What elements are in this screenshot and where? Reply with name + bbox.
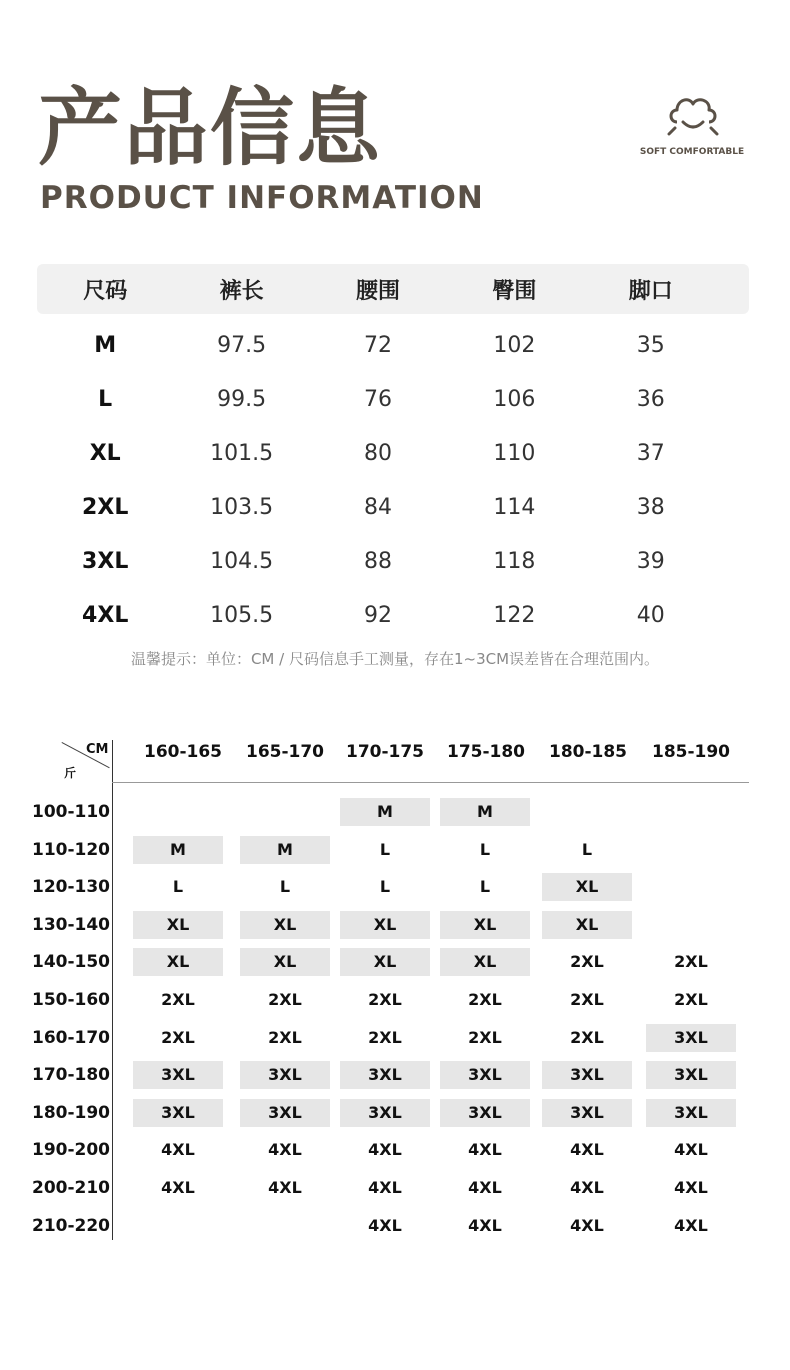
size-recommendation-cell: L	[279, 877, 291, 897]
size-recommendation-cell: 2XL	[161, 990, 195, 1009]
measure-cell: 97.5	[217, 332, 267, 358]
measure-cell: 36	[636, 386, 665, 412]
size-recommendation-cell: 2XL	[674, 952, 708, 972]
size-recommendation-cell: 3XL	[542, 1061, 632, 1089]
corner-jin-label: 斤	[64, 766, 77, 780]
size-recommendation-cell: M	[240, 836, 330, 864]
size-recommendation-cell: 4XL	[570, 1140, 604, 1160]
size-recommendation-cell: 3XL	[646, 1061, 736, 1089]
measure-cell: 76	[363, 386, 392, 412]
measure-cell: 39	[636, 548, 665, 574]
size-recommendation-cell: 3XL	[440, 1061, 530, 1089]
weight-label: 110-120	[31, 839, 111, 860]
size-recommendation-cell: XL	[240, 948, 330, 976]
size-recommendation-cell: 3XL	[646, 1024, 736, 1052]
measure-cell: 37	[636, 440, 665, 466]
weight-label: 150-160	[31, 990, 111, 1010]
size-recommendation-cell: XL	[542, 911, 632, 939]
measure-cell: 35	[636, 332, 665, 358]
size-recommendation-cell: 3XL	[240, 1061, 330, 1089]
size-recommendation-cell: 2XL	[570, 990, 604, 1009]
measure-cell: 106	[493, 386, 536, 412]
measure-cell: 103.5	[210, 494, 274, 520]
size-note: 温馨提示：单位：CM / 尺码信息手工测量，存在1~3CM误差皆在合理范围内。	[130, 650, 660, 668]
size-recommendation-cell: 2XL	[368, 990, 402, 1009]
size-recommendation-cell: 2XL	[368, 1027, 402, 1047]
size-recommendation-cell: 4XL	[468, 1140, 502, 1160]
measure-cell: 105.5	[210, 602, 274, 628]
size-recommendation-cell: M	[340, 798, 430, 826]
measure-cell: 114	[493, 494, 536, 520]
size-cell: M	[94, 332, 117, 358]
size-recommendation-cell: 2XL	[468, 1027, 502, 1047]
size-recommendation-cell: 4XL	[570, 1215, 604, 1235]
size-cell: L	[98, 386, 113, 412]
size-recommendation-cell: L	[479, 877, 491, 897]
weight-label: 170-180	[31, 1065, 111, 1086]
size-recommendation-cell: XL	[133, 948, 223, 976]
size-recommendation-cell: 4XL	[161, 1140, 195, 1160]
size-recommendation-cell: L	[379, 877, 391, 897]
size-recommendation-cell: L	[172, 877, 184, 897]
size-recommendation-cell: XL	[340, 948, 430, 976]
size-recommendation-cell: 4XL	[468, 1178, 502, 1197]
size-cell: XL	[89, 440, 121, 466]
grid-vertical-line	[112, 740, 113, 1240]
size-recommendation-cell: 4XL	[674, 1140, 708, 1160]
size-recommendation-cell: 2XL	[161, 1027, 195, 1047]
weight-label: 130-140	[31, 914, 111, 935]
size-recommendation-cell: XL	[240, 911, 330, 939]
size-recommendation-cell: XL	[440, 948, 530, 976]
height-label: 170-175	[345, 742, 425, 762]
height-label: 165-170	[245, 742, 325, 762]
size-table	[37, 264, 749, 642]
size-recommendation-cell: 4XL	[368, 1140, 402, 1160]
header-leg-opening: 脚口	[628, 278, 673, 304]
height-label: 175-180	[446, 742, 526, 762]
measure-cell: 92	[363, 602, 392, 628]
size-recommendation-cell: 4XL	[674, 1178, 708, 1197]
size-recommendation-cell: 4XL	[468, 1215, 502, 1235]
measure-cell: 118	[493, 548, 536, 574]
weight-label: 120-130	[31, 877, 111, 898]
size-recommendation-cell: 2XL	[268, 990, 302, 1009]
size-table-header	[37, 264, 749, 314]
size-table-body	[37, 314, 749, 642]
size-recommendation-cell: 2XL	[468, 990, 502, 1009]
size-recommendation-cell: 3XL	[133, 1099, 223, 1127]
measure-cell: 99.5	[217, 386, 267, 412]
size-recommendation-cell: XL	[340, 911, 430, 939]
size-recommendation-cell: 2XL	[570, 952, 604, 972]
logo-text: SOFT COMFORTABLE	[639, 147, 745, 157]
size-recommendation-cell: 3XL	[340, 1099, 430, 1127]
table-row	[37, 480, 749, 534]
cloud-smile-icon	[665, 92, 721, 140]
table-row	[37, 426, 749, 480]
size-recommendation-cell: 4XL	[368, 1178, 402, 1197]
header-hip: 臀围	[492, 278, 537, 304]
size-recommendation-cell: L	[379, 839, 391, 859]
measure-cell: 101.5	[210, 440, 274, 466]
measure-cell: 38	[636, 494, 665, 520]
page-title-cn: 产品信息	[38, 79, 383, 177]
measure-cell: 88	[363, 548, 392, 574]
size-recommendation-cell: 2XL	[674, 990, 708, 1009]
size-cell: 3XL	[82, 548, 129, 574]
header-size: 尺码	[83, 278, 128, 304]
weight-label: 100-110	[31, 802, 111, 822]
weight-label: 180-190	[31, 1102, 111, 1123]
height-label: 185-190	[651, 742, 731, 762]
table-row	[37, 588, 749, 642]
weight-label: 200-210	[31, 1178, 111, 1198]
size-recommendation-cell: 4XL	[674, 1215, 708, 1235]
measure-cell: 104.5	[210, 548, 274, 574]
size-recommendation-cell: 3XL	[240, 1099, 330, 1127]
size-cell: 4XL	[82, 602, 129, 628]
size-cell: 2XL	[82, 494, 129, 520]
size-recommendation-cell: 2XL	[268, 1027, 302, 1047]
size-recommendation-cell: 4XL	[268, 1140, 302, 1160]
size-recommendation-cell: 4XL	[368, 1215, 402, 1235]
size-recommendation-cell: M	[133, 836, 223, 864]
size-recommendation-cell: 3XL	[542, 1099, 632, 1127]
height-label: 180-185	[548, 742, 628, 762]
size-recommendation-cell: 4XL	[570, 1178, 604, 1197]
header-waist: 腰围	[355, 278, 400, 304]
measure-cell: 80	[363, 440, 392, 466]
height-label: 160-165	[143, 742, 223, 762]
table-row	[37, 318, 749, 372]
size-recommendation-cell: 3XL	[340, 1061, 430, 1089]
weight-label: 210-220	[31, 1215, 111, 1236]
measure-cell: 122	[493, 602, 536, 628]
weight-label: 190-200	[31, 1140, 111, 1161]
measure-cell: 72	[363, 332, 392, 358]
corner-cm-label: CM	[86, 742, 109, 757]
size-recommendation-cell: XL	[440, 911, 530, 939]
size-recommendation-cell: L	[479, 839, 491, 859]
size-recommendation-cell: 4XL	[161, 1178, 195, 1197]
measure-cell: 84	[363, 494, 392, 520]
grid-horizontal-line	[112, 782, 749, 783]
measure-cell: 102	[493, 332, 536, 358]
weight-label: 160-170	[31, 1027, 111, 1048]
size-recommendation-cell: XL	[133, 911, 223, 939]
page-title-en: PRODUCT INFORMATION	[40, 180, 484, 216]
table-row	[37, 372, 749, 426]
header-length: 裤长	[219, 278, 264, 304]
size-recommendation-cell: 3XL	[440, 1099, 530, 1127]
measure-cell: 40	[636, 602, 665, 628]
size-recommendation-cell: 4XL	[268, 1178, 302, 1197]
measure-cell: 110	[493, 440, 536, 466]
size-recommendation-cell: 3XL	[646, 1099, 736, 1127]
size-recommendation-cell: M	[440, 798, 530, 826]
size-recommendation-cell: XL	[542, 873, 632, 901]
size-recommendation-cell: 3XL	[133, 1061, 223, 1089]
weight-label: 140-150	[31, 952, 111, 973]
size-recommendation-cell: L	[581, 839, 593, 859]
size-recommendation-cell: 2XL	[570, 1027, 604, 1047]
table-row	[37, 534, 749, 588]
